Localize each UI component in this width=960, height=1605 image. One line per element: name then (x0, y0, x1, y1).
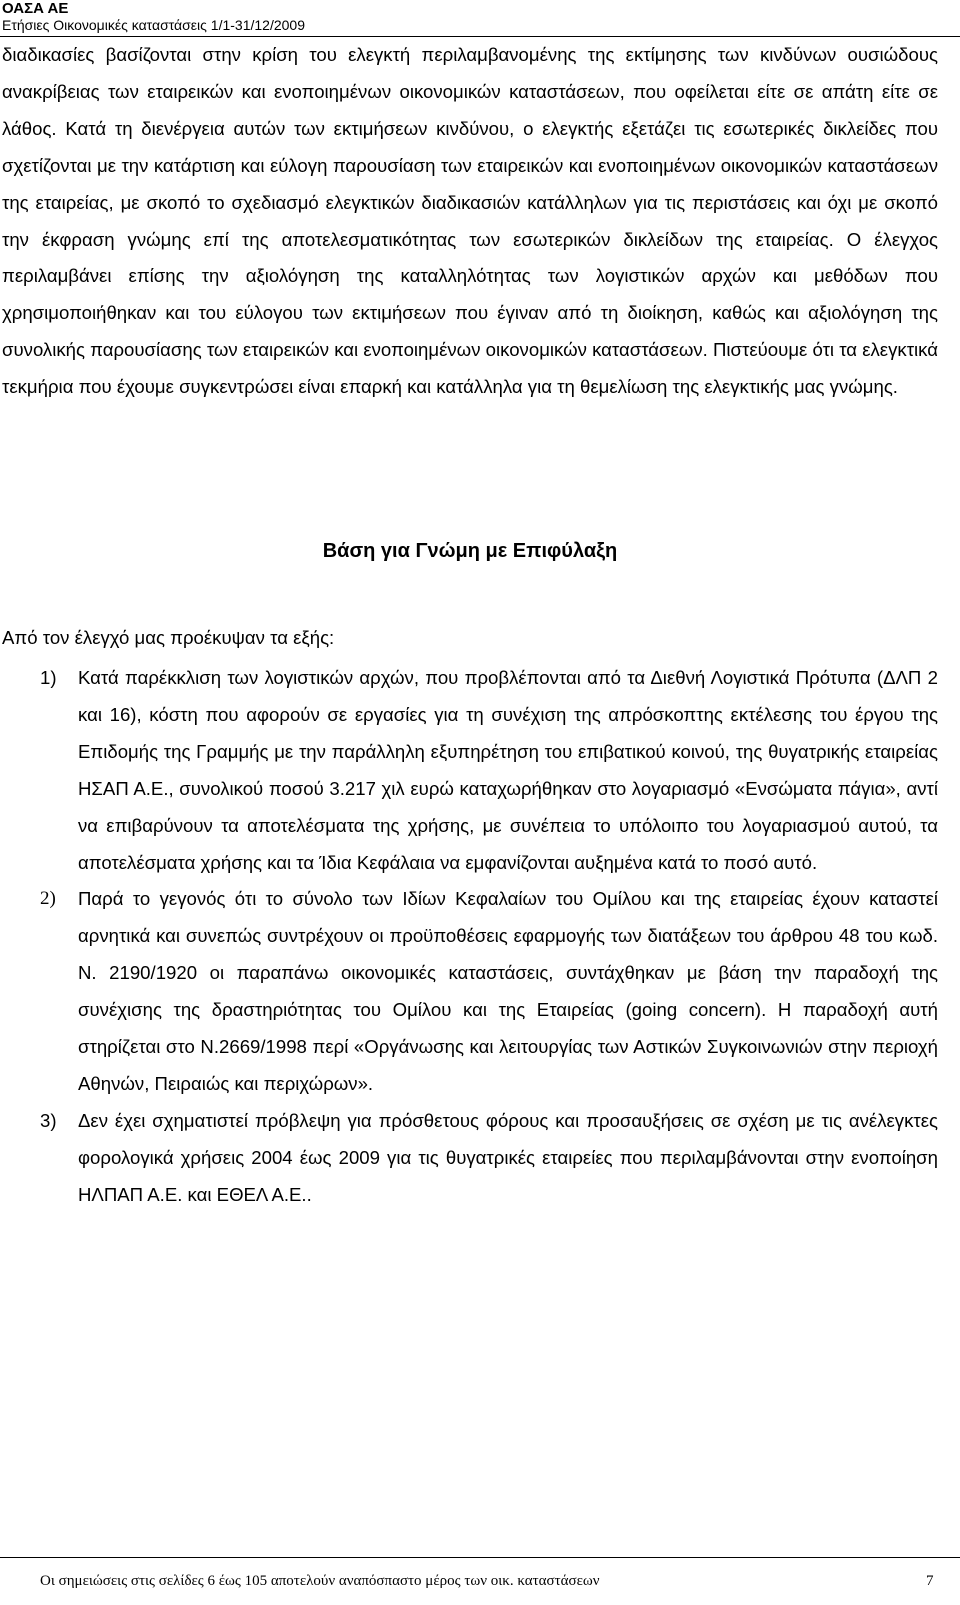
list-item (0, 1103, 938, 1214)
page-number: 7 (926, 1573, 934, 1589)
intro-paragraph: διαδικασίες βασίζονται στην κρίση του ελεγκτή περιλαμβανομένης της εκτίμησης των κινδύνων ουσιώδους ανακρίβειας των εταιρεικών και ενοποιημένων οικονομικών καταστάσεων, που οφείλεται είτε σε απάτη είτε σε λάθος. Κατά τη διενέργεια αυτών των εκτιμήσεων κινδύνου, ο ελεγκτής εξετάζει τις εσωτερικές δικλείδες που σχετίζονται με την κατάρτιση και εύλογη παρουσίαση των εταιρεικών και ενοποιημένων οικονομικών καταστάσεων της εταιρείας, με σκοπό το σχεδιασμό ελεγκτικών διαδικασιών κατάλληλων για τις περιστάσεις και όχι με σκοπό την έκφραση γνώμης επί της αποτελεσματικότητας των εσωτερικών δικλείδων της εταιρείας. Ο έλεγχος περιλαμβάνει επίσης την αξιολόγηση της καταλληλότητας των λογιστικών αρχών και μεθόδων που χρησιμοποιήθηκαν και του εύλογου των εκτιμήσεων που έγιναν από τη διοίκηση, καθώς και αξιολόγηση της συνολικής παρουσίασης των εταιρεικών και ενοποιημένων οικονομικών καταστάσεων. Πιστεύουμε ότι τα ελεγκτικά τεκμήρια που έχουμε συγκεντρώσει είναι επαρκή και κατάλληλα για τη θεμελίωση της ελεγκτικής μας γνώμης. (2, 44, 938, 398)
company-name: ΟΑΣΑ ΑΕ (2, 0, 69, 17)
list-item-number: 2) (40, 888, 56, 910)
list-item (0, 660, 938, 881)
section-lead: Από τον έλεγχό μας προέκυψαν τα εξής: (2, 627, 335, 648)
footer-divider (0, 1557, 960, 1558)
list-item-number: 3) (40, 1109, 57, 1131)
list-item-text: Δεν έχει σχηματιστεί πρόβλεψη για πρόσθετους φόρους και προσαυξήσεις σε σχέση με τις ανέλεγκτες φορολογικά χρήσεις 2004 έως 2009 για τις θυγατρικές εταιρείες που περιλαμβάνονται στην ενοποίηση ΗΛΠΑΠ Α.Ε. και ΕΘΕΛ Α.Ε.. (78, 1109, 938, 1205)
report-subtitle: Ετήσιες Οικονομικές καταστάσεις 1/1-31/12/2009 (2, 17, 305, 33)
list-item-number: 1) (40, 667, 57, 688)
list-item-text: Κατά παρέκκλιση των λογιστικών αρχών, που προβλέπονται από τα Διεθνή Λογιστικά Πρότυπα (ΔΛΠ 2 και 16), κόστη που αφορούν σε εργασίες για τη συνέχιση της απρόσκοπτης εκτέλεσης του έργου της Επιδομής της Γραμμής με την παράλληλη εξυπηρέτηση του επιβατικού κοινού, της θυγατρικής εταιρείας ΗΣΑΠ Α.Ε., συνολικού ποσού 3.217 χιλ ευρώ καταχωρήθηκαν στο λογαριασμό «Ενσώματα πάγια», αντί να επιβαρύνουν τα αποτελέσματα της χρήσης, με συνέπεια το υπόλοιπο του λογαριασμού αυτού, τα αποτελέσματα χρήσης και τα Ίδια Κεφάλαια να εμφανίζονται αυξημένα κατά το ποσό αυτό. (78, 667, 938, 873)
section-heading: Βάση για Γνώμη με Επιφύλαξη (322, 540, 618, 562)
list-item-text: Παρά το γεγονός ότι το σύνολο των Ιδίων Κεφαλαίων του Ομίλου και της εταιρείας έχουν καταστεί αρνητικά και συνεπώς συντρέχουν οι προϋποθέσεις εφαρμογής των διατάξεων του άρθρου 48 του κωδ. Ν. 2190/1920 οι παραπάνω οικονομικές καταστάσεις, συντάχθηκαν με βάση την παραδοχή της συνέχισης της δραστηριότητας του Ομίλου και της Εταιρείας (going concern). Η παραδοχή αυτή στηρίζεται στο Ν.2669/1998 περί «Οργάνωσης και λειτουργίας των Αστικών Συγκοινωνιών στην περιοχή Αθηνών, Πειραιώς και περιχώρων». (78, 888, 938, 1094)
page-header (2, 0, 305, 34)
findings-list (0, 660, 938, 1214)
list-item (0, 881, 938, 1102)
footer-note: Οι σημειώσεις στις σελίδες 6 έως 105 αποτελούν αναπόσπαστο μέρος των οικ. καταστάσεων (40, 1573, 600, 1589)
